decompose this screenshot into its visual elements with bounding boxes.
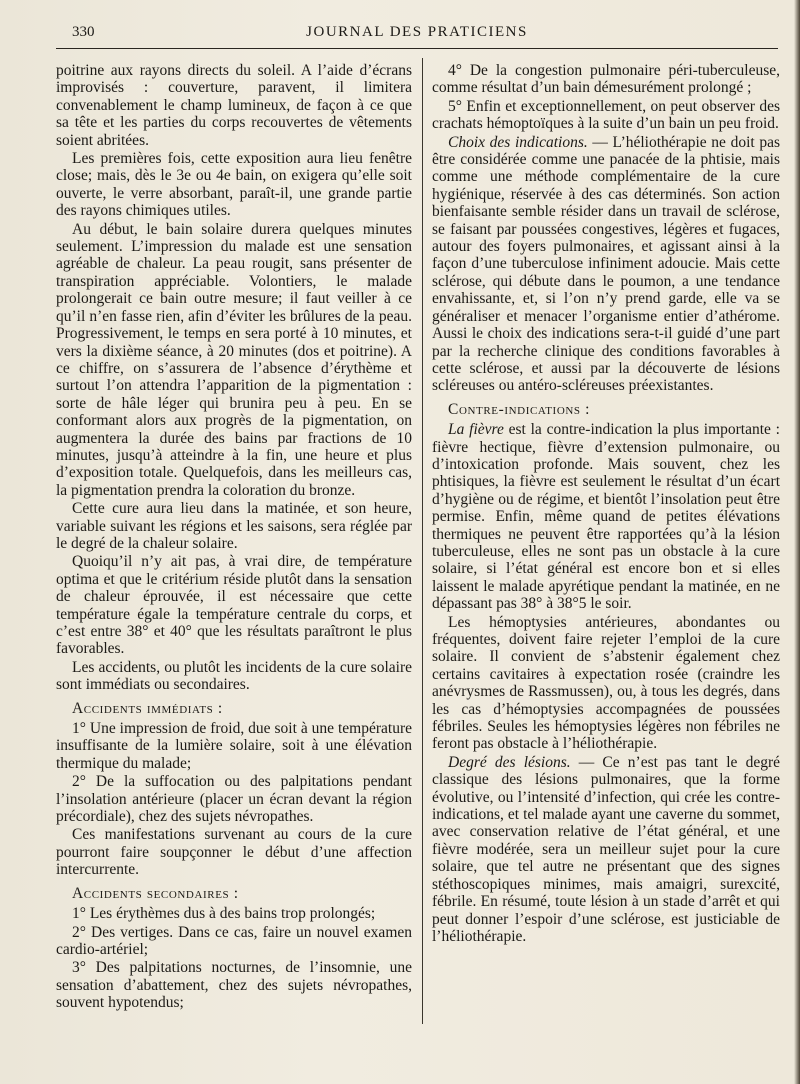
paragraph	[432, 421, 780, 612]
left-column	[56, 62, 412, 1013]
header-rule	[56, 48, 778, 49]
section-heading: Accidents secondaires :	[72, 884, 239, 902]
paragraph: 5° Enfin et exceptionnellement, on peut observer des crachats hémoptoïques à la suite d’un bain un peu froid.	[432, 97, 780, 133]
paragraph-lead: Choix des indications.	[448, 133, 588, 151]
paragraph-lead: Degré des lésions.	[448, 753, 571, 771]
paragraph	[432, 754, 780, 945]
paragraph: 2° De la suffocation ou des palpitations pendant l’insolation antérieure (placer un écran devant la région précordiale), chez des sujets névropathes.	[56, 773, 412, 826]
running-title: JOURNAL DES PRATICIENS	[306, 24, 528, 40]
paragraph: Cette cure aura lieu dans la matinée, et son heure, variable suivant les régions et les saisons, sera réglée par le degré de la chaleur solaire.	[56, 500, 412, 552]
right-column	[432, 62, 780, 946]
paragraph-body: est la contre-indication la plus importante : fièvre hectique, fièvre d’extension pulmonaire, ou d’intoxication profonde. Mais souvent, chez les phtisiques, la fièvre est seulement le résultat d’un écart d’hygiène ou de régime, et bientôt l’insolation peut être permise. Enfin, même quand de petites élévations thermiques ne peuvent être rapportées qu’à la lésion tuberculeuse, elles ne sont pas un obstacle à la cure solaire, si l’état général est encore bon et si elles laissent le malade apyrétique pendant la matinée, en ne dépassant pas 38° à 38°5 le soir.	[432, 421, 780, 613]
paragraph-body: — Ce n’est pas tant le degré classique des lésions pulmonaires, que la forme évolutive, ou l’intensité d’infection, qui crée les contre-indications, et tel malade ayant une caverne du sommet, avec conservation relative de l’état général, et une fièvre modérée, sera un meilleur sujet pour la cure solaire, que tel autre ne présentant que des signes stéthoscopiques minimes, mais amaigri, surexcité, fébrile. En résumé, toute lésion à un stade d’arrêt et qui peut donner l’espoir d’une sclérose, est justiciable de l’héliothérapie.	[432, 753, 781, 945]
paragraph-body: — L’héliothérapie ne doit pas être considérée comme une panacée de la phtisie, mais comme une méthode complémentaire de la cure hygiénique, réservée à des cas déterminés. Son action bienfaisante semble résider dans un travail de sclérose, se faisant par poussées congestives, légères et fugaces, autour des foyers pulmonaires, et agissant ainsi à la façon d’une tuberculose infiniment adoucie. Mais cette sclérose, qui débute dans le poumon, a une tendance envahissante, et, si l’on n’y prend garde, elle va se généraliser et menacer l’organisme entier d’athérome. Aussi le choix des indications sera-t-il guidé d’une part par la recherche clinique des conditions favorables à cette sclérose, et aussi par la découverte de lésions scléreuses ou antéro-scléreuses préexistantes.	[432, 133, 780, 395]
column-divider	[422, 58, 423, 1024]
paragraph: Quoiqu’il n’y ait pas, à vrai dire, de température optima et que le critérium réside plutôt dans la sensation de chaleur éprouvée, il est nécessaire que cette température égale la température centrale du corps, et c’est entre 38° et 40° que les résultats paraîtront le plus favorables.	[56, 553, 412, 658]
paragraph-lead: La fièvre	[448, 421, 504, 439]
paragraph: Les accidents, ou plutôt les incidents de la cure solaire sont immédiats ou secondaires.	[56, 658, 412, 694]
paragraph: 4° De la congestion pulmonaire péri-tuberculeuse, comme résultat d’un bain démesurément prolongé ;	[432, 62, 780, 97]
page-edge-shadow	[794, 0, 800, 1084]
paragraph: Au début, le bain solaire durera quelques minutes seulement. L’impression du malade est une sensation agréable de chaleur. La peau rougit, sans présenter de transpiration appréciable. Volontiers, le malade prolongerait ce bain outre mesure; il faut veiller à ce qu’il n’en fasse rien, afin d’éviter les brûlures de la peau. Progressivement, le temps en sera porté à 10 minutes, et vers la dixième séance, à 20 minutes (dos et poitrine). A ce chiffre, on s’assurera de l’absence d’érythème et surtout l’on attendra l’apparition de la pigmentation : sorte de hâle léger qui brunira peu à peu. En se conformant alors aux progrès de la pigmentation, on augmentera la durée des bains par fractions de 10 minutes, jusqu’à atteindre à la fin, une heure et plus d’exposition totale. Quelquefois, dans les meilleurs cas, la pigmentation prendra la coloration du bronze.	[56, 220, 412, 499]
paragraph: 3° Des palpitations nocturnes, de l’insomnie, une sensation d’abattement, chez des sujets névropathes, souvent hypotendus;	[56, 959, 412, 1012]
paragraph: Ces manifestations survenant au cours de la cure pourront faire soupçonner le début d’une affection intercurrente.	[56, 826, 412, 879]
paragraph: Les premières fois, cette exposition aura lieu fenêtre close; mais, dès le 3e ou 4e bain, on exigera qu’elle soit ouverte, le verre absorbant, paraît-il, une grande partie des rayons chimiques utiles.	[56, 150, 412, 220]
paragraph: 1° Les érythèmes dus à des bains trop prolongés;	[72, 905, 376, 923]
page-number: 330	[72, 24, 95, 40]
paragraph: 2° Des vertiges. Dans ce cas, faire un nouvel examen cardio-artériel;	[56, 923, 412, 958]
page-header	[56, 24, 778, 46]
paragraph: poitrine aux rayons directs du soleil. A l’aide d’écrans improvisés : couverture, paravent, il limitera convenablement le champ lumineux, de façon à ce que sa tête et les parties du corps recouvertes de vêtements soient abritées.	[56, 62, 412, 149]
section-heading: Accidents immédiats :	[72, 699, 223, 717]
section-heading: Contre-indications :	[448, 400, 591, 418]
paragraph: Les hémoptysies antérieures, abondantes ou fréquentes, doivent faire rejeter l’emploi de la cure solaire. Il convient de s’abstenir également chez certains cavitaires à expectation rosée (craindre les anévrysmes de Rassmussen), ou, à tous les degrés, dans les cas d’hémoptysies accompagnées de poussées fébriles. Seules les hémoptysies légères non fébriles ne feront pas obstacle à l’héliothérapie.	[432, 613, 780, 753]
paragraph	[432, 134, 780, 395]
paragraph: 1° Une impression de froid, due soit à une température insuffisante de la lumière solaire, soit à une élévation thermique du malade;	[56, 720, 412, 772]
